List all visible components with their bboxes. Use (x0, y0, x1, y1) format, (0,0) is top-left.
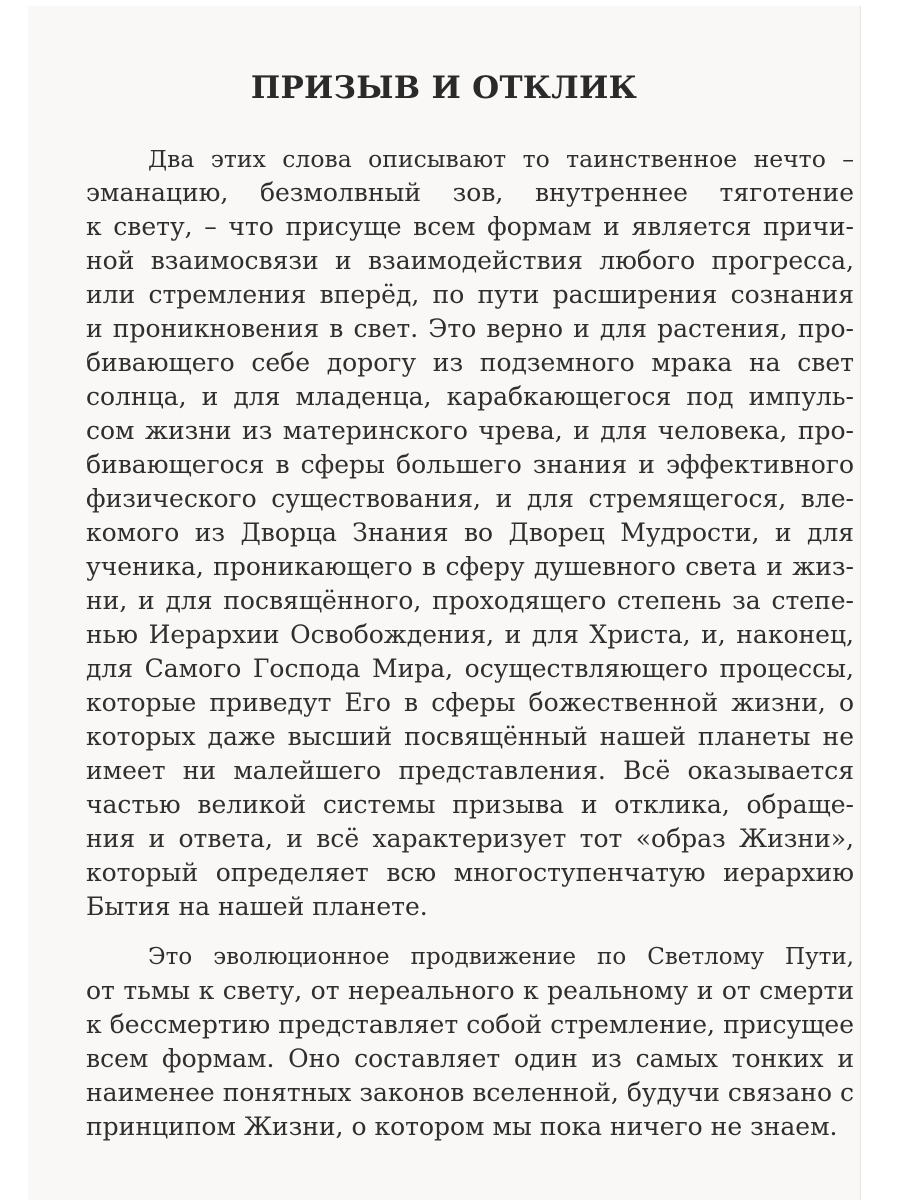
text-line: которых даже высший посвящённый нашей планеты не (86, 722, 854, 751)
text-line: от тьмы к свету, от нереального к реальному и от смерти (86, 976, 854, 1005)
text-line: Бытия на нашей планете. (86, 892, 428, 921)
text-line: ученика, проникающего в сферу душевного света и жиз- (86, 552, 854, 581)
text-line: имеет ни малейшего представления. Всё оказывается (86, 756, 854, 785)
text-line: который определяет всю многоступенчатую иерархию (86, 858, 854, 887)
book-page (28, 6, 860, 1200)
text-line: сом жизни из материнского чрева, и для человека, про- (86, 416, 854, 445)
text-line: наименее понятных законов вселенной, будучи связано с (86, 1078, 854, 1107)
text-line: бивающего себе дорогу из подземного мрака на свет (86, 348, 854, 377)
text-line: нью Иерархии Освобождения, и для Христа, и, наконец, (86, 620, 854, 649)
text-line: Два этих слова описывают то таинственное нечто – (148, 145, 854, 173)
text-line: ния и ответа, и всё характеризует тот «образ Жизни», (86, 824, 854, 853)
text-line: эманацию, безмолвный зов, внутреннее тяготение (86, 178, 854, 207)
text-line: ной взаимосвязи и взаимодействия любого прогресса, (86, 246, 854, 275)
text-line: принципом Жизни, о котором мы пока ничего не знаем. (86, 1112, 838, 1141)
text-line: Это эволюционное продвижение по Светлому Пути, (148, 944, 854, 970)
chapter-heading: ПРИЗЫВ И ОТКЛИК (250, 70, 638, 106)
paragraph-2 (86, 940, 854, 1144)
text-line: которые приведут Его в сферы божественной жизни, о (86, 688, 854, 717)
text-line: всем формам. Оно составляет один из самых тонких и (86, 1044, 854, 1073)
text-line: бивающегося в сферы большего знания и эффективного (86, 450, 854, 479)
text-line: или стремления вперёд, по пути расширения сознания (86, 280, 854, 309)
text-line: комого из Дворца Знания во Дворец Мудрости, и для (86, 518, 854, 547)
text-line: солнца, и для младенца, карабкающегося под импуль- (86, 382, 854, 411)
text-line: и проникновения в свет. Это верно и для растения, про- (86, 314, 854, 343)
text-line: ни, и для посвящённого, проходящего степень за степе- (86, 586, 854, 615)
paragraph-1 (86, 142, 854, 924)
text-line: физического существования, и для стремящегося, вле- (86, 484, 854, 513)
text-line: для Самого Господа Мира, осуществляющего процессы, (86, 654, 854, 683)
text-line: к бессмертию представляет собой стремление, присущее (86, 1010, 854, 1039)
text-line: частью великой системы призыва и отклика, обраще- (86, 790, 854, 819)
text-line: к свету, – что присуще всем формам и является причи- (86, 212, 854, 241)
